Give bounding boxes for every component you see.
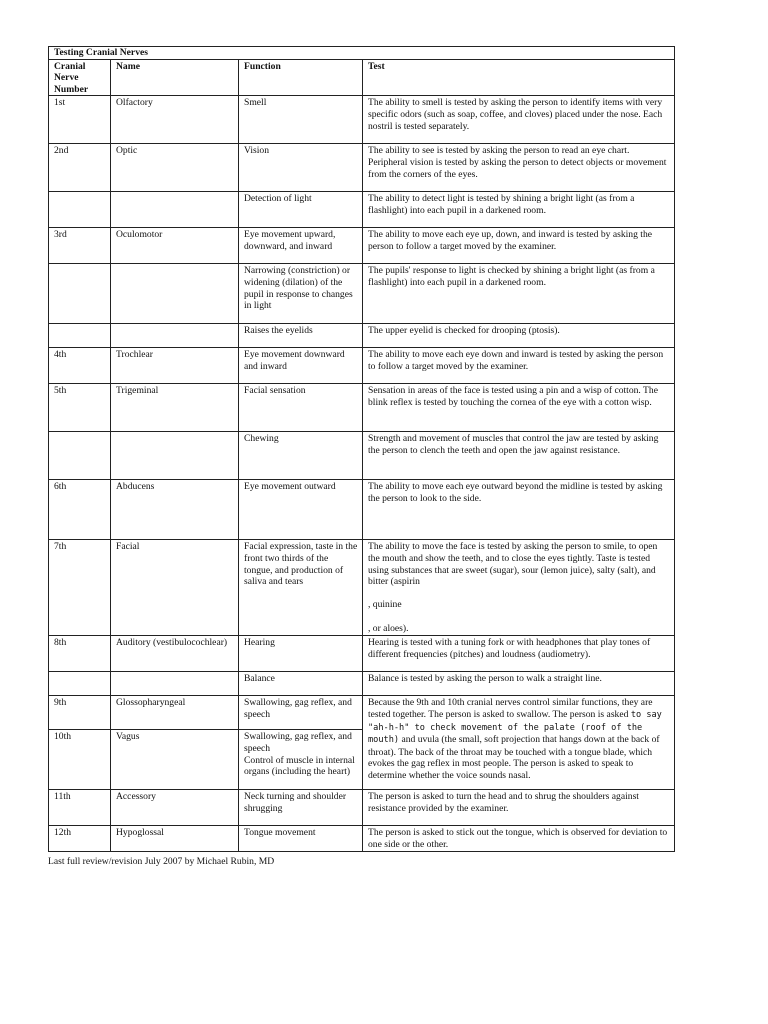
table-header-row: [49, 59, 675, 96]
table-title: Testing Cranial Nerves: [49, 47, 675, 60]
table-row: [49, 432, 675, 480]
cell-test: The person is asked to turn the head and to shrug the shoulders against resistance provided by the examiner.: [363, 790, 675, 826]
header-test: Test: [363, 59, 675, 96]
cell-name: Trochlear: [111, 348, 239, 384]
cell-number: 2nd: [49, 144, 111, 192]
function-line: Swallowing, gag reflex, and speech: [244, 731, 352, 754]
cell-name: Trigeminal: [111, 384, 239, 432]
cell-function: Facial sensation: [239, 384, 363, 432]
table-row: [49, 144, 675, 192]
table-row: [49, 348, 675, 384]
cell-name: [111, 324, 239, 348]
cell-test: Strength and movement of muscles that control the jaw are tested by asking the person to clench the teeth and open the jaw against resistance.: [363, 432, 675, 480]
header-function: Function: [239, 59, 363, 96]
cell-number: [49, 192, 111, 228]
cell-name: Facial: [111, 540, 239, 636]
cell-number: 8th: [49, 636, 111, 672]
cell-name: Abducens: [111, 480, 239, 540]
cranial-nerves-table: [48, 46, 675, 852]
cell-function: Neck turning and shoulder shrugging: [239, 790, 363, 826]
cell-function: Swallowing, gag reflex, and speech: [239, 696, 363, 730]
cell-number: [49, 324, 111, 348]
cell-name: Optic: [111, 144, 239, 192]
table-row: [49, 672, 675, 696]
cell-function: Eye movement upward, downward, and inward: [239, 228, 363, 264]
cell-name: [111, 432, 239, 480]
table-row: [49, 324, 675, 348]
merged-test-part1: Because the 9th and 10th cranial nerves control similar functions, they are tested together. The person is asked to swallow. The person is asked: [368, 697, 653, 720]
cell-name: Auditory (vestibulocochlear): [111, 636, 239, 672]
cell-test: The ability to move each eye up, down, and inward is tested by asking the person to follow a target moved by the examiner.: [363, 228, 675, 264]
table-row: [49, 264, 675, 324]
cell-number: 9th: [49, 696, 111, 730]
cell-function: Detection of light: [239, 192, 363, 228]
cell-name: Hypoglossal: [111, 826, 239, 851]
cell-number: 6th: [49, 480, 111, 540]
cell-test: The ability to move each eye down and inward is tested by asking the person to follow a target moved by the examiner.: [363, 348, 675, 384]
cell-function: Raises the eyelids: [239, 324, 363, 348]
table-title-row: [49, 47, 675, 60]
cell-test: The ability to detect light is tested by shining a bright light (as from a flashlight) into each pupil in a darkened room.: [363, 192, 675, 228]
table-row: [49, 480, 675, 540]
cell-test: Balance is tested by asking the person to walk a straight line.: [363, 672, 675, 696]
cell-name: Olfactory: [111, 96, 239, 144]
table-row: [49, 696, 675, 730]
table-row: [49, 96, 675, 144]
table-row: [49, 192, 675, 228]
cell-test: The ability to smell is tested by asking the person to identify items with very specific odors (such as soap, coffee, and cloves) placed under the nose. Each nostril is tested separately.: [363, 96, 675, 144]
cell-function: Eye movement outward: [239, 480, 363, 540]
cell-number: 7th: [49, 540, 111, 636]
table-row: [49, 790, 675, 826]
cell-test: The ability to move each eye outward beyond the midline is tested by asking the person to look to the side.: [363, 480, 675, 540]
cell-function: Hearing: [239, 636, 363, 672]
cell-name: Vagus: [111, 730, 239, 790]
cell-name: [111, 264, 239, 324]
cell-number: [49, 672, 111, 696]
cell-number: [49, 264, 111, 324]
document-page: [48, 46, 674, 852]
function-line: Control of muscle in internal organs (including the heart): [244, 754, 355, 778]
cell-number: 4th: [49, 348, 111, 384]
cell-number: [49, 432, 111, 480]
cell-test: The ability to move the face is tested by asking the person to smile, to open the mouth and show the teeth, and to close the eyes tightly. Taste is tested using substances that are sweet (sugar), sour (lemon juice), salty (salt), and bitter (aspirin , quinine , or aloes).: [363, 540, 675, 636]
cell-function: Balance: [239, 672, 363, 696]
footer-note: Last full review/revision July 2007 by Michael Rubin, MD: [48, 856, 275, 867]
header-name: Name: [111, 59, 239, 96]
table-row: [49, 540, 675, 636]
cell-number: 10th: [49, 730, 111, 790]
table-row: [49, 228, 675, 264]
cell-function: Smell: [239, 96, 363, 144]
cell-name: [111, 192, 239, 228]
cell-test: The person is asked to stick out the tongue, which is observed for deviation to one side or the other.: [363, 826, 675, 851]
cell-test: The upper eyelid is checked for drooping (ptosis).: [363, 324, 675, 348]
cell-number: 3rd: [49, 228, 111, 264]
table-row: [49, 636, 675, 672]
cell-number: 12th: [49, 826, 111, 851]
cell-number: 1st: [49, 96, 111, 144]
header-number: Cranial Nerve Number: [49, 59, 111, 96]
cell-function: Tongue movement: [239, 826, 363, 851]
cell-function: [239, 730, 363, 790]
cell-name: Glossopharyngeal: [111, 696, 239, 730]
table-row: [49, 384, 675, 432]
cell-name: [111, 672, 239, 696]
cell-number: 11th: [49, 790, 111, 826]
cell-number: 5th: [49, 384, 111, 432]
cell-test: Hearing is tested with a tuning fork or with headphones that play tones of different frequencies (pitches) and loudness (audiometry).: [363, 636, 675, 672]
cell-name: Accessory: [111, 790, 239, 826]
cell-function: Vision: [239, 144, 363, 192]
cell-test: The pupils' response to light is checked by shining a bright light (as from a flashlight) into each pupil in a darkened room.: [363, 264, 675, 324]
merged-test-part3: and uvula (the small, soft projection that hangs down at the back of throat). The back of the throat may be touched with a tongue blade, which evokes the gag reflex in most people. The person is asked to speak to determine whether the voice sounds nasal.: [368, 734, 660, 781]
merged-test-part2: to say "ah-h-h" to check movement of the palate (roof of the mouth): [368, 709, 662, 746]
cell-function: Narrowing (constriction) or widening (dilation) of the pupil in response to changes in light: [239, 264, 363, 324]
cell-test: The ability to see is tested by asking the person to read an eye chart. Peripheral vision is tested by asking the person to detect objects or movement from the corners of the eyes.: [363, 144, 675, 192]
cell-test: Sensation in areas of the face is tested using a pin and a wisp of cotton. The blink reflex is tested by touching the cornea of the eye with a cotton wisp.: [363, 384, 675, 432]
table-row: [49, 826, 675, 851]
cell-function: Chewing: [239, 432, 363, 480]
cell-name: Oculomotor: [111, 228, 239, 264]
cell-function: Eye movement downward and inward: [239, 348, 363, 384]
cell-test-merged: [363, 696, 675, 790]
cell-function: Facial expression, taste in the front two thirds of the tongue, and production of saliva and tears: [239, 540, 363, 636]
